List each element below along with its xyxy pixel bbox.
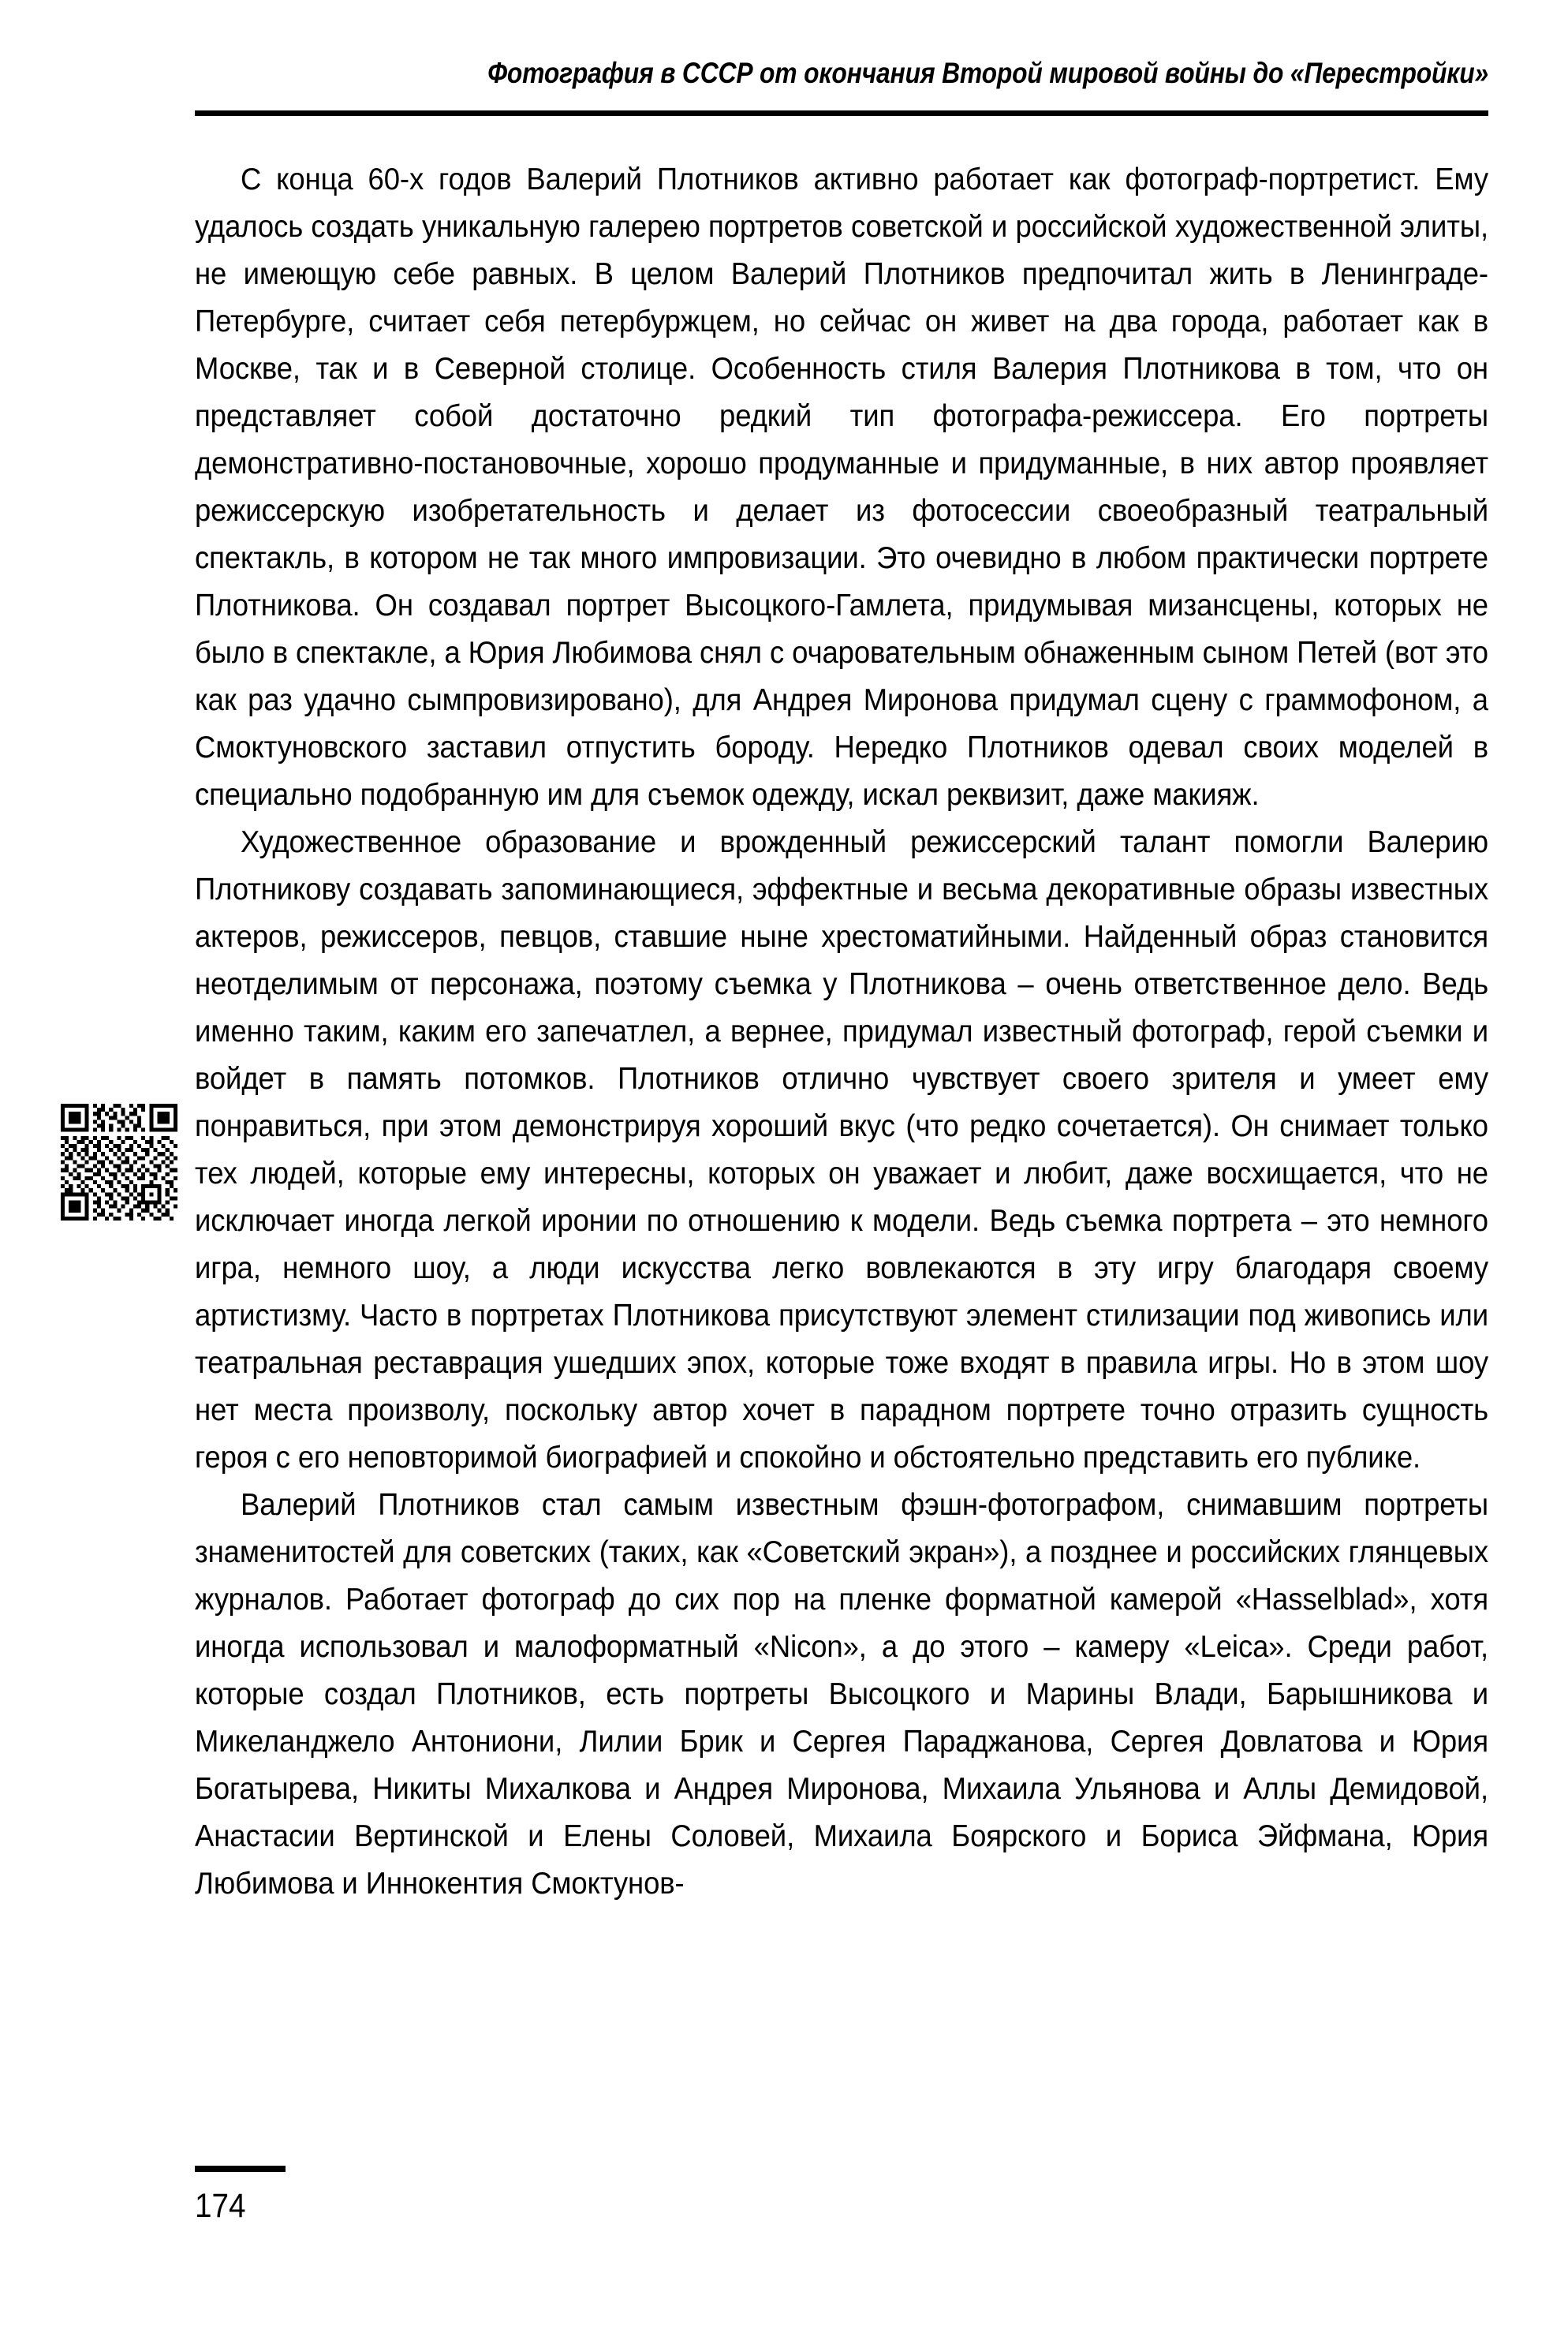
page-number: 174: [195, 2187, 246, 2225]
paragraph: Художественное образование и врожденный режиссерский талант помогли Валерию Плотникову создавать запоминающиеся, эффектные и весьма декоративные образы известных актеров, режиссеров, певцов, ставшие ныне хрестоматийными. Найденный образ становится неотделимым от персонажа, поэтому съемка у Плотникова – очень ответственное дело. Ведь именно таким, каким его запечатлел, а вернее, придумал известный фотограф, герой съемки и войдет в память потомков. Плотников отлично чувствует своего зрителя и умеет ему понравиться, при этом демонстрируя хороший вкус (что редко сочетается). Он снимает только тех людей, которые ему интересны, которых он уважает и любит, даже восхищается, что не исключает иногда легкой иронии по отношению к модели. Ведь съемка портрета – это немного игра, немного шоу, а люди искусства легко вовлекаются в эту игру благодаря своему артистизму. Часто в портретах Плотникова присутствуют элемент стилизации под живопись или театральная реставрация ушедших эпох, которые тоже входят в правила игры. Но в этом шоу нет места произволу, поскольку автор хочет в парадном портрете точно отразить сущность героя с его неповторимой биографией и спокойно и обстоятельно представить его публике.: [195, 825, 1488, 1475]
qr-code-icon: [61, 1104, 177, 1221]
header-rule: [195, 110, 1488, 116]
paragraph: Валерий Плотников стал самым известным фэшн-фотографом, снимавшим портреты знаменитостей для советских (таких, как «Советский экран»), а позднее и российских глянцевых журналов. Работает фотограф до сих пор на пленке форматной камерой «Hasselblad», хотя иногда использовал и малоформатный «Nicon», а до этого – камеру «Leica». Среди работ, которые создал Плотников, есть портреты Высоцкого и Марины Влади, Барышникова и Микеланджело Антониони, Лилии Брик и Сергея Параджанова, Сергея Довлатова и Юрия Богатырева, Никиты Михалкова и Андрея Миронова, Михаила Ульянова и Аллы Демидовой, Анастасии Вертинской и Елены Соловей, Михаила Боярского и Бориса Эйфмана, Юрия Любимова и Иннокентия Смоктунов-: [195, 1488, 1488, 1901]
body-text-column: [195, 156, 1488, 1908]
footer-rule: [195, 2166, 286, 2172]
running-head: Фотография в СССР от окончания Второй мировой войны до «Перестройки»: [487, 57, 1488, 89]
paragraph: С конца 60-х годов Валерий Плотников активно работает как фотограф-портретист. Ему удалось создать уникальную галерею портретов советской и российской художественной элиты, не имеющую себе равных. В целом Валерий Плотников предпочитал жить в Ленинграде-Петербурге, считает себя петербуржцем, но сейчас он живет на два города, работает как в Москве, так и в Северной столице. Особенность стиля Валерия Плотникова в том, что он представляет собой достаточно редкий тип фотографа-режиссера. Его портреты демонстративно-постановочные, хорошо продуманные и придуманные, в них автор проявляет режиссерскую изобретательность и делает из фотосессии своеобразный театральный спектакль, в котором не так много импровизации. Это очевидно в любом практически портрете Плотникова. Он создавал портрет Высоцкого-Гамлета, придумывая мизансцены, которых не было в спектакле, а Юрия Любимова снял с очаровательным обнаженным сыном Петей (вот это как раз удачно сымпровизировано), для Андрея Миронова придумал сцену с граммофоном, а Смоктуновского заставил отпустить бороду. Нередко Плотников одевал своих моделей в специально подобранную им для съемок одежду, искал реквизит, даже макияж.: [195, 163, 1488, 812]
